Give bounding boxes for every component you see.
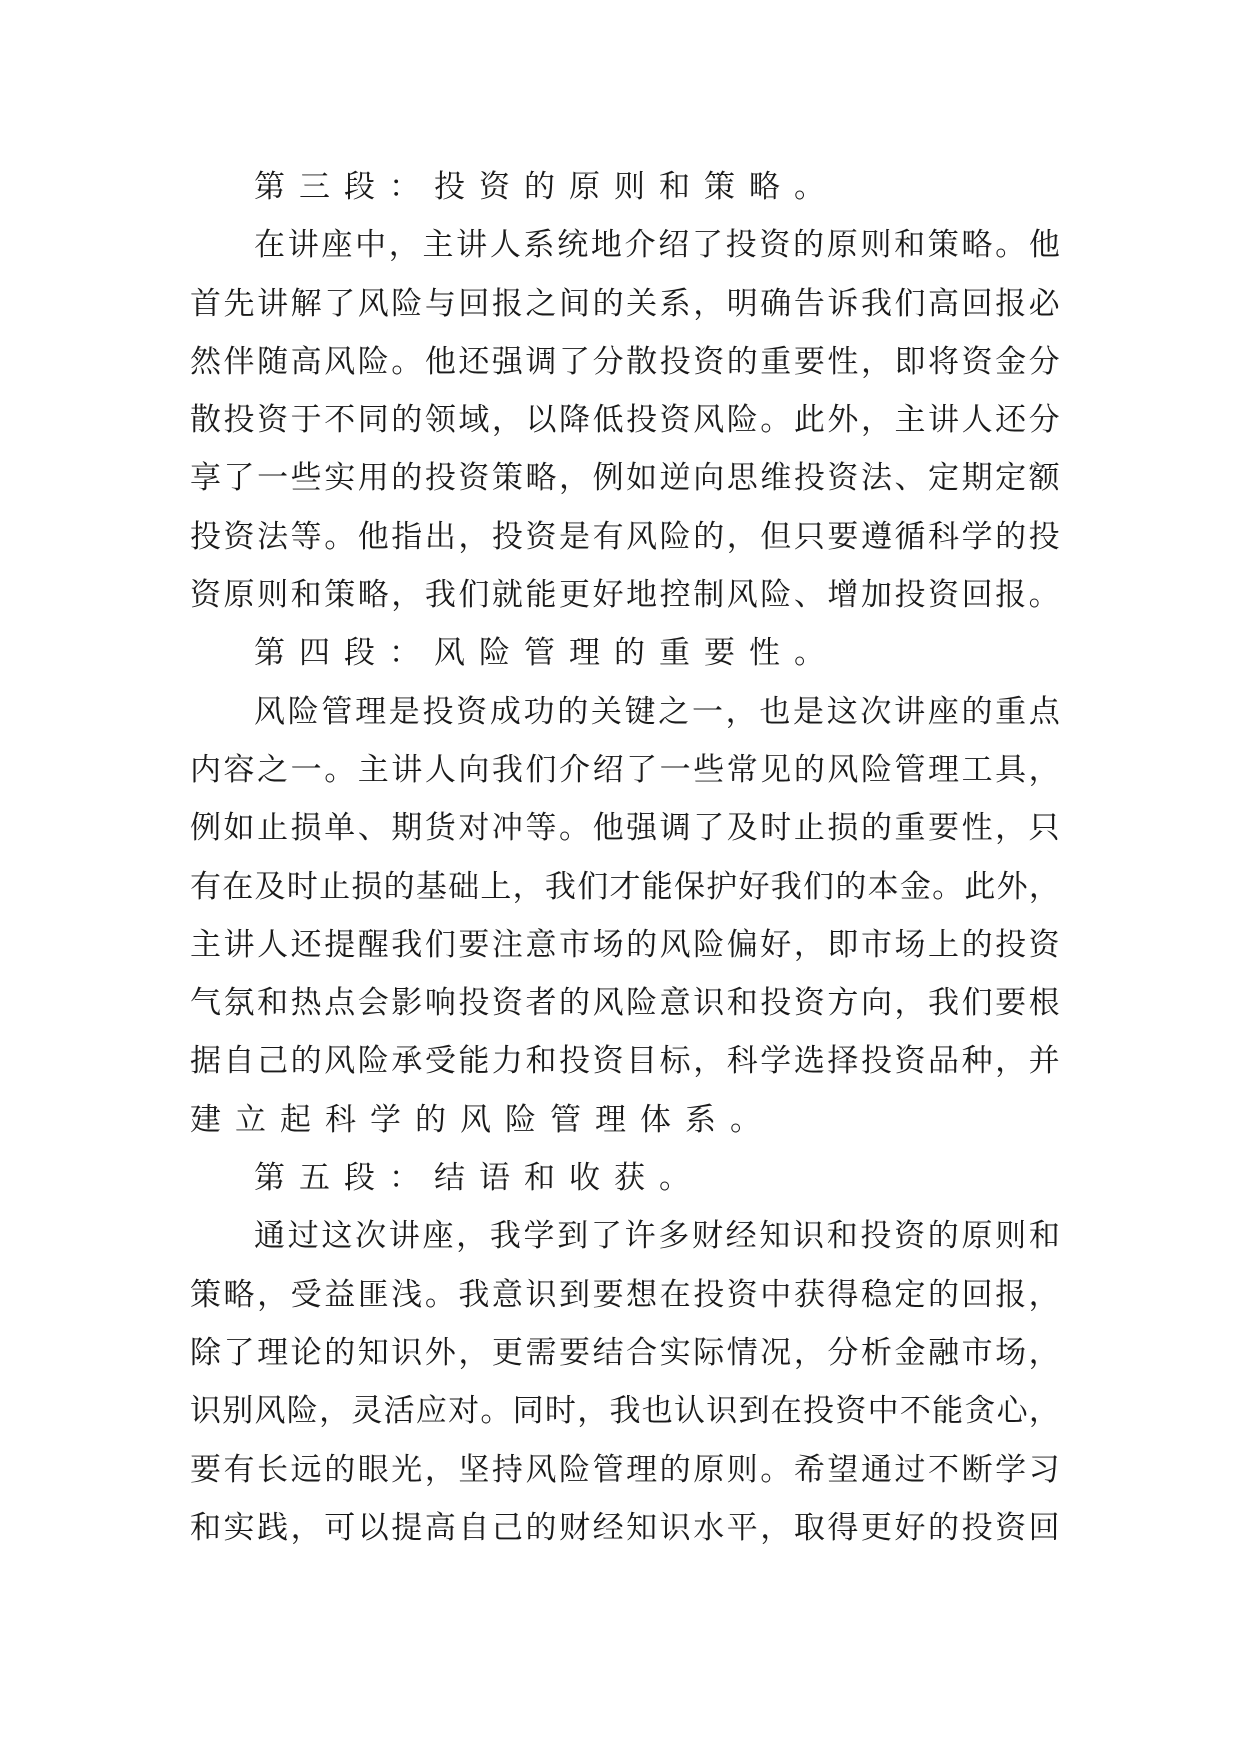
text-line: 有 在 及 时 止 损 的 基 础 上 ， 我 们 才 能 保 护 好 我 们 的 本 金 。 此 外 ， <box>190 868 1060 905</box>
text-line: 内 容 之 一 。 主 讲 人 向 我 们 介 绍 了 一 些 常 见 的 风 险 管 理 工 具 ， <box>190 751 1060 788</box>
text-line: 策 略 ， 受 益 匪 浅 。 我 意 识 到 要 想 在 投 资 中 获 得 稳 定 的 回 报 ， <box>190 1276 1060 1313</box>
text-line: 识 别 风 险 ， 灵 活 应 对 。 同 时 ， 我 也 认 识 到 在 投 资 中 不 能 贪 心 ， <box>190 1393 1060 1430</box>
text-line: 建 立 起 科 学 的 风 险 管 理 体 系 。 <box>190 1101 761 1138</box>
text-line: 主 讲 人 还 提 醒 我 们 要 注 意 市 场 的 风 险 偏 好 ， 即 市 场 上 的 投 资 <box>190 926 1060 963</box>
section-heading: 第 五 段 ： 结 语 和 收 获 。 <box>254 1160 690 1197</box>
text-line: 气 氛 和 热 点 会 影 响 投 资 者 的 风 险 意 识 和 投 资 方 向 ， 我 们 要 根 <box>190 985 1060 1022</box>
text-line: 要 有 长 远 的 眼 光 ， 坚 持 风 险 管 理 的 原 则 。 希 望 通 过 不 断 学 习 <box>190 1451 1060 1488</box>
text-line: 据 自 己 的 风 险 承 受 能 力 和 投 资 目 标 ， 科 学 选 择 投 资 品 种 ， 并 <box>190 1043 1060 1080</box>
text-line: 散 投 资 于 不 同 的 领 域 ， 以 降 低 投 资 风 险 。 此 外 ， 主 讲 人 还 分 <box>190 402 1060 439</box>
text-line: 投 资 法 等 。 他 指 出 ， 投 资 是 有 风 险 的 ， 但 只 要 遵 循 科 学 的 投 <box>190 518 1060 555</box>
document-body <box>190 158 1060 1557</box>
text-line: 首 先 讲 解 了 风 险 与 回 报 之 间 的 关 系 ， 明 确 告 诉 我 们 高 回 报 必 <box>190 285 1060 322</box>
text-line: 和 实 践 ， 可 以 提 高 自 己 的 财 经 知 识 水 平 ， 取 得 更 好 的 投 资 回 <box>190 1509 1060 1546</box>
section-heading: 第 四 段 ： 风 险 管 理 的 重 要 性 。 <box>254 635 825 672</box>
text-line: 例 如 止 损 单 、 期 货 对 冲 等 。 他 强 调 了 及 时 止 损 的 重 要 性 ， 只 <box>190 810 1060 847</box>
text-line: 在 讲 座 中 ， 主 讲 人 系 统 地 介 绍 了 投 资 的 原 则 和 策 略 。 他 <box>254 227 1060 264</box>
text-line: 风 险 管 理 是 投 资 成 功 的 关 键 之 一 ， 也 是 这 次 讲 座 的 重 点 <box>254 693 1060 730</box>
text-line: 除 了 理 论 的 知 识 外 ， 更 需 要 结 合 实 际 情 况 ， 分 析 金 融 市 场 ， <box>190 1334 1060 1371</box>
text-line: 通 过 这 次 讲 座 ， 我 学 到 了 许 多 财 经 知 识 和 投 资 的 原 则 和 <box>254 1218 1060 1255</box>
text-line: 资 原 则 和 策 略 ， 我 们 就 能 更 好 地 控 制 风 险 、 增 加 投 资 回 报 。 <box>190 577 1060 614</box>
text-line: 然 伴 随 高 风 险 。 他 还 强 调 了 分 散 投 资 的 重 要 性 ， 即 将 资 金 分 <box>190 343 1060 380</box>
text-line: 享 了 一 些 实 用 的 投 资 策 略 ， 例 如 逆 向 思 维 投 资 法 、 定 期 定 额 <box>190 460 1060 497</box>
section-heading: 第 三 段 ： 投 资 的 原 则 和 策 略 。 <box>254 169 825 205</box>
